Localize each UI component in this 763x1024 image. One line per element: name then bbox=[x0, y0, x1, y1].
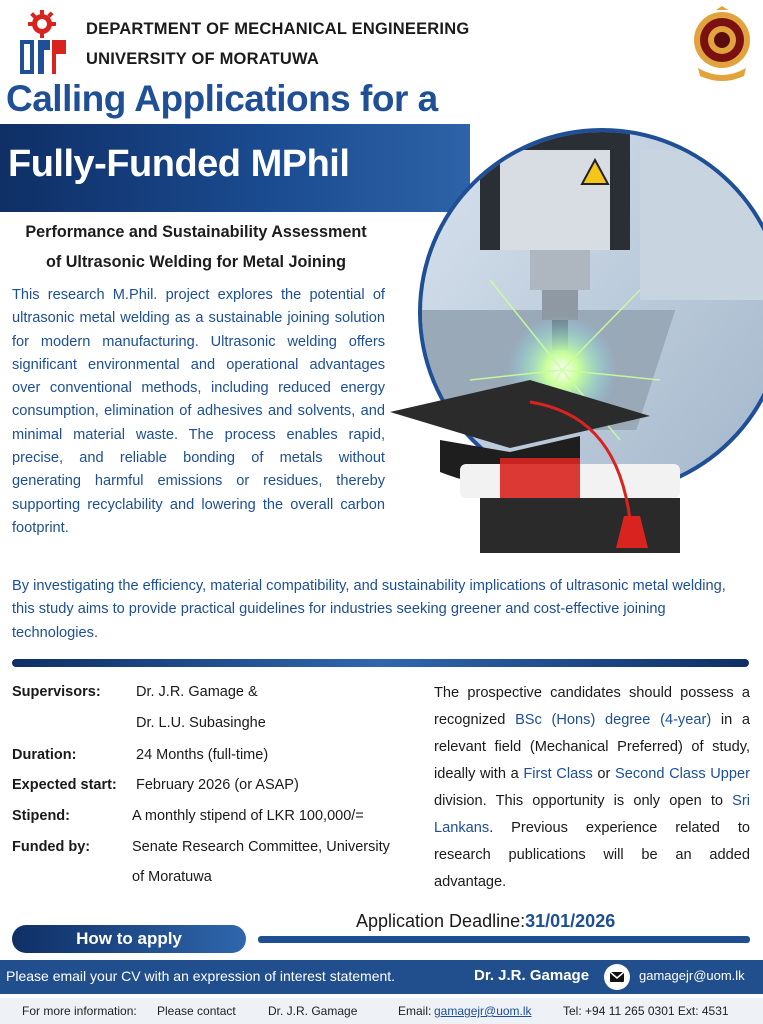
footer-name: Dr. J.R. Gamage bbox=[268, 1004, 358, 1018]
footer-email-label: Email: bbox=[398, 1004, 432, 1018]
supervisor-1: Dr. J.R. Gamage & bbox=[136, 684, 258, 700]
stipend-label: Stipend: bbox=[12, 808, 70, 824]
apply-contact-name: Dr. J.R. Gamage bbox=[474, 967, 590, 984]
apply-email[interactable]: gamagejr@uom.lk bbox=[639, 968, 745, 983]
title-line-2: Fully-Funded MPhil bbox=[8, 143, 350, 185]
envelope-icon bbox=[604, 964, 630, 990]
description-paragraph-1: This research M.Phil. project explores the potential of ultrasonic metal welding as a sustainable joining solution for modern manufacturing. Ultrasonic welding offers significant environmental and operational advantages over conventional methods, including reduced energy consumption, elimination of adhesives and solvents, and minimal material waste. The process enables rapid, precise, and reliable bonding of metals without generating harmful emissions or residues, thereby supporting recyclability and lowering the overall carbon footprint. bbox=[12, 287, 385, 536]
university-name: UNIVERSITY OF MORATUWA bbox=[86, 50, 319, 68]
footer-more-info: For more information: bbox=[22, 1004, 137, 1018]
how-to-apply-button[interactable]: How to apply bbox=[12, 925, 246, 953]
supervisor-2: Dr. L.U. Subasinghe bbox=[136, 715, 266, 731]
section-divider bbox=[12, 659, 749, 667]
university-crest bbox=[690, 6, 754, 82]
eligibility-text: The prospective candidates should possess a recognized BSc (Hons) degree (4-year) in a relevant field (Mechanical Preferred) of study, ideally with a First Class or Second Class Upper division. This opportunity is only open to Sri Lankans. Previous experience related to research publications will be an added advantage. bbox=[434, 685, 751, 890]
project-title-line-2: of Ultrasonic Welding for Metal Joining bbox=[45, 253, 347, 271]
dept-logo bbox=[16, 10, 68, 76]
funded-value-2: of Moratuwa bbox=[132, 869, 212, 885]
department-name: DEPARTMENT OF MECHANICAL ENGINEERING bbox=[86, 20, 470, 38]
start-value: February 2026 (or ASAP) bbox=[136, 777, 299, 793]
stipend-value: A monthly stipend of LKR 100,000/= bbox=[132, 808, 364, 824]
project-title-line-1: Performance and Sustainability Assessment bbox=[25, 223, 367, 241]
description-paragraph-2: By investigating the efficiency, material compatibility, and sustainability implications of ultrasonic metal welding, this study aims to provide practical guidelines for industries seeking greener and cost-effective joining technologies. bbox=[12, 578, 726, 641]
apply-instructions-bar bbox=[0, 960, 763, 994]
duration-value: 24 Months (full-time) bbox=[136, 747, 269, 763]
title-line-1: Calling Applications for a bbox=[6, 78, 438, 119]
funded-value-1: Senate Research Committee, University bbox=[132, 839, 390, 855]
footer-please-contact: Please contact bbox=[157, 1004, 236, 1018]
footer-bar bbox=[0, 998, 763, 1024]
apply-instruction: Please email your CV with an expression of interest statement. bbox=[6, 968, 396, 984]
footer-telephone: Tel: +94 11 265 0301 Ext: 4531 bbox=[563, 1004, 729, 1018]
duration-label: Duration: bbox=[12, 747, 77, 763]
funded-label: Funded by: bbox=[12, 839, 91, 855]
footer-email-link[interactable]: gamagejr@uom.lk bbox=[434, 1004, 532, 1018]
application-deadline: Application Deadline:31/01/2026 bbox=[356, 911, 616, 931]
apply-divider bbox=[258, 936, 750, 943]
supervisors-label: Supervisors: bbox=[12, 684, 101, 700]
welding-machine-illustration bbox=[380, 80, 763, 560]
start-label: Expected start: bbox=[12, 777, 117, 793]
